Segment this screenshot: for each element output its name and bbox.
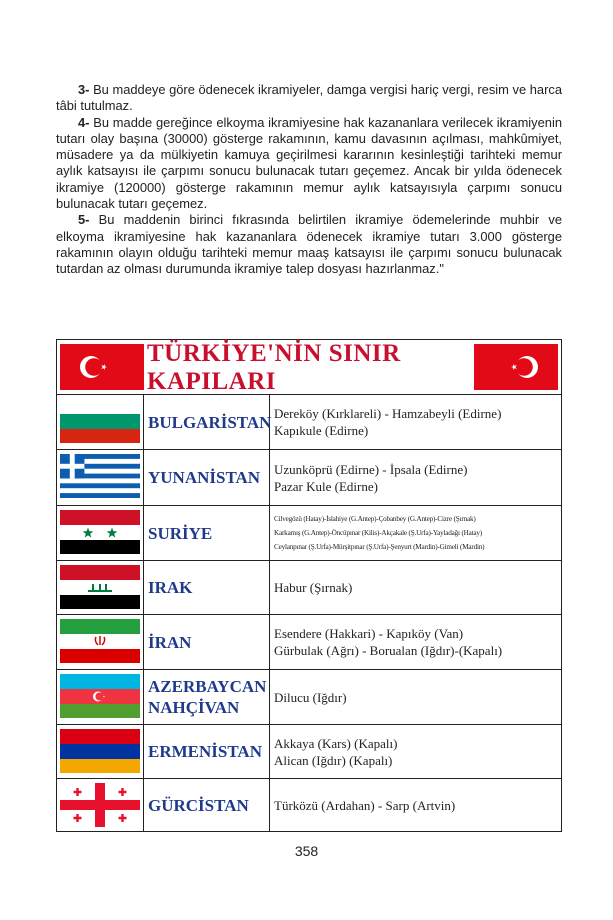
table-row — [57, 395, 561, 450]
armenia-flag-icon — [60, 729, 140, 773]
paragraph-3-number: 3- — [78, 82, 90, 97]
paragraph-3 — [56, 82, 562, 115]
country-name: BULGARİSTAN — [144, 395, 270, 449]
table-row — [57, 561, 561, 615]
turkey-flag-right-icon — [474, 344, 558, 390]
table-row — [57, 450, 561, 506]
bulgaria-flag-icon — [60, 399, 140, 443]
iraq-flag-icon — [60, 565, 140, 609]
gate-line: Esendere (Hakkari) - Kapıköy (Van) — [274, 626, 464, 641]
paragraph-4 — [56, 115, 562, 213]
gate-line: Uzunköprü (Edirne) - İpsala (Edirne) — [274, 461, 468, 477]
paragraph-4-text: Bu madde gereğince elkoyma ikramiyesine hak kazananlara verilecek ikramiyenin tutarı olay başına (30000) gösterge rakamının, kamu davasının açılması, mahkûmiyet, müsadere ya da mülkiyetin kamuya geçirilmesi kararının kesinleştiği tarihteki memur aylık katsayısı ile çarpımı sonucu bulunacak tutarı geçemez. Ancak bir yılda ödenecek ikramiye (120000) gösterge rakamının memur aylık katsayısıyla çarpımı sonucu bulunacak tutarı geçemez. — [56, 114, 562, 212]
country-name: GÜRCİSTAN — [144, 779, 270, 831]
gate-line: Kapıkule (Edirne) — [274, 423, 369, 438]
gate-line: Habur (Şırnak) — [274, 580, 353, 595]
gate-line: Cilvegözü (Hatay)-İslahiye (G.Antep)-Çobanbey (G.Antep)-Cizre (Şırnak) — [274, 515, 476, 523]
paragraph-5-text: Bu maddenin birinci fıkrasında belirtilen ikramiye ödemelerinde muhbir ve elkoyma ikramiyesine hak kazananlara ödenecek ikramiye tutarı 3.000 gösterge rakamının olayın olduğu tarihteki memur maaş katsayısı ile çarpımı sonucu bulunacak tutardan az olması durumunda ikramiye talep dosyası hazırlanmaz." — [56, 212, 562, 277]
gate-line: Ceylanpınar (Ş.Urfa)-Mürşitpınar (Ş.Urfa)-Şenyurt (Mardin)-Gimeli (Mardin) — [274, 543, 485, 551]
country-name: IRAK — [144, 561, 270, 614]
gate-line: Akkaya (Kars) (Kapalı) — [274, 735, 398, 751]
country-name-line: NAHÇİVAN — [148, 698, 240, 717]
country-name — [144, 670, 270, 724]
greece-flag-icon — [60, 454, 140, 498]
iran-flag-icon — [60, 619, 140, 663]
table-row — [57, 506, 561, 561]
gate-line: Alican (Iğdır) (Kapalı) — [274, 752, 393, 768]
table-title: TÜRKİYE'NİN SINIR KAPILARI — [147, 339, 401, 395]
gate-line: Dereköy (Kırklareli) - Hamzabeyli (Edirne) — [274, 406, 502, 421]
azerbaijan-flag-icon — [60, 674, 140, 718]
table-row — [57, 725, 561, 779]
paragraph-3-text: Bu maddeye göre ödenecek ikramiyeler, damga vergisi hariç vergi, resim ve harca tâbi tutulmaz. — [56, 82, 562, 114]
paragraph-5 — [56, 212, 562, 277]
country-name: SURİYE — [144, 506, 270, 560]
syria-flag-icon — [60, 510, 140, 554]
country-name: İRAN — [144, 615, 270, 669]
body-text — [56, 82, 562, 278]
gate-line: Pazar Kule (Edirne) — [274, 478, 378, 494]
table-header — [57, 340, 561, 395]
turkey-flag-left-icon — [60, 344, 144, 390]
gate-line: Dilucu (Iğdır) — [274, 689, 347, 705]
country-name: ERMENİSTAN — [144, 725, 270, 778]
gate-line: Karkamış (G.Antep)-Öncüpınar (Kilis)-Akçakale (Ş.Urfa)-Yayladağı (Hatay) — [274, 529, 483, 537]
paragraph-4-number: 4- — [78, 114, 90, 130]
gate-line: Türközü (Ardahan) - Sarp (Artvin) — [274, 797, 456, 813]
gate-line: Gürbulak (Ağrı) - Borualan (Iğdır)-(Kapalı) — [274, 643, 503, 658]
table-row — [57, 779, 561, 831]
paragraph-5-number: 5- — [78, 212, 90, 228]
georgia-flag-icon — [60, 783, 140, 827]
country-name-line: AZERBAYCAN — [148, 677, 267, 696]
table-row — [57, 670, 561, 725]
country-name: YUNANİSTAN — [144, 450, 270, 505]
table-row — [57, 615, 561, 670]
page-number: 358 — [294, 843, 319, 859]
border-gates-table — [56, 339, 562, 832]
